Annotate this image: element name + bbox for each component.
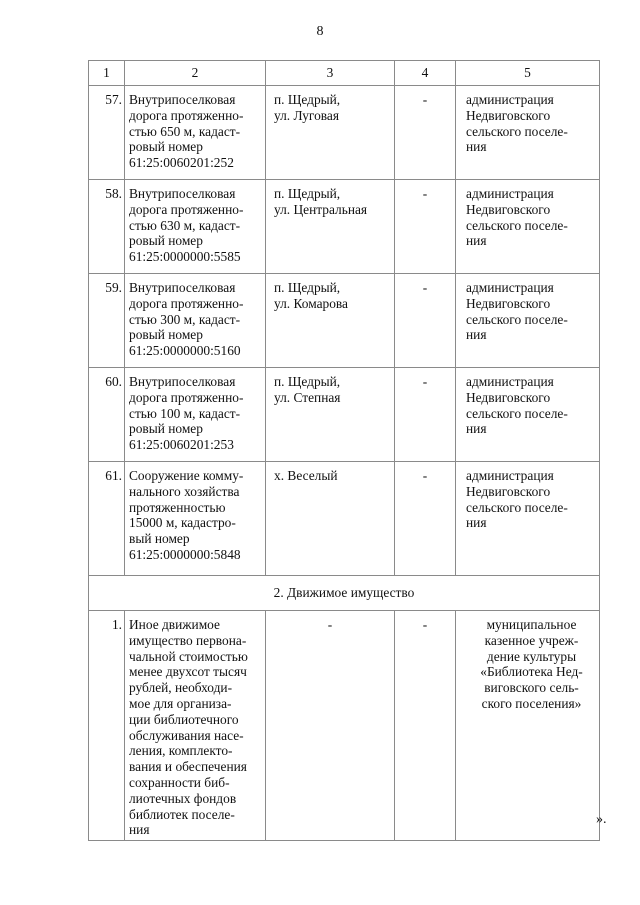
column-4-value: - [422,468,428,483]
section-title: 2. Движимое имущество [89,576,600,611]
header-cell-2: 2 [125,61,266,86]
row-number: 58. [105,186,122,201]
row-number: 59. [105,280,122,295]
property-name: Внутрипоселковая дорога протяженно- стью 630 м, кадаст- ровый номер 61:25:0000000:5585 [129,186,244,265]
table-header-row [89,61,600,86]
property-holder: администрация Недвиговского сельского поселе- ния [466,186,568,249]
property-location: х. Веселый [274,468,338,483]
property-holder: администрация Недвиговского сельского поселе- ния [466,468,568,531]
property-holder: администрация Недвиговского сельского поселе- ния [466,374,568,437]
property-name: Внутрипоселковая дорога протяженно- стью 650 м, кадаст- ровый номер 61:25:0060201:252 [129,92,244,171]
header-cell-5: 5 [456,61,600,86]
property-name: Сооружение комму- нального хозяйства протяженностью 15000 м, кадастро- вый номер 61:25:0000000:5848 [129,468,244,562]
page-number: 8 [316,24,324,39]
table-row [89,462,600,576]
header-cell-4: 4 [395,61,456,86]
property-location: - [327,617,333,632]
table-row [89,611,600,841]
closing-quote-mark: ». [596,812,607,827]
property-registry-table [88,60,600,841]
table-row [89,86,600,180]
property-name: Внутрипоселковая дорога протяженно- стью 300 м, кадаст- ровый номер 61:25:0000000:5160 [129,280,244,359]
property-name: Иное движимое имущество первона- чальной стоимостью менее двухсот тысяч рублей, необходи- мое для организа- ции библиотечного обслуживания насе- ления, комплекто- вания и обеспечения сохранности биб- лиотечных фондов библиотек поселе- ния [129,617,248,838]
section-row [89,576,600,611]
table-row [89,180,600,274]
header-cell-1: 1 [89,61,125,86]
column-4-value: - [422,374,428,389]
property-location: п. Щедрый, ул. Луговая [274,92,341,123]
header-cell-3: 3 [266,61,395,86]
table-row [89,368,600,462]
table-row [89,274,600,368]
property-holder: администрация Недвиговского сельского поселе- ния [466,280,568,343]
property-holder: администрация Недвиговского сельского поселе- ния [466,92,568,155]
column-4-value: - [422,617,428,632]
row-number: 61. [105,468,122,483]
column-4-value: - [422,92,428,107]
row-number: 1. [111,617,122,632]
row-number: 57. [105,92,122,107]
row-number: 60. [105,374,122,389]
property-name: Внутрипоселковая дорога протяженно- стью 100 м, кадаст- ровый номер 61:25:0060201:253 [129,374,244,453]
property-location: п. Щедрый, ул. Степная [274,374,341,405]
property-location: п. Щедрый, ул. Комарова [274,280,348,311]
column-4-value: - [422,280,428,295]
property-location: п. Щедрый, ул. Центральная [274,186,368,217]
property-holder: муниципальное казенное учреж- дение культуры «Библиотека Нед- виговского сель- ского поселения» [480,617,583,711]
column-4-value: - [422,186,428,201]
